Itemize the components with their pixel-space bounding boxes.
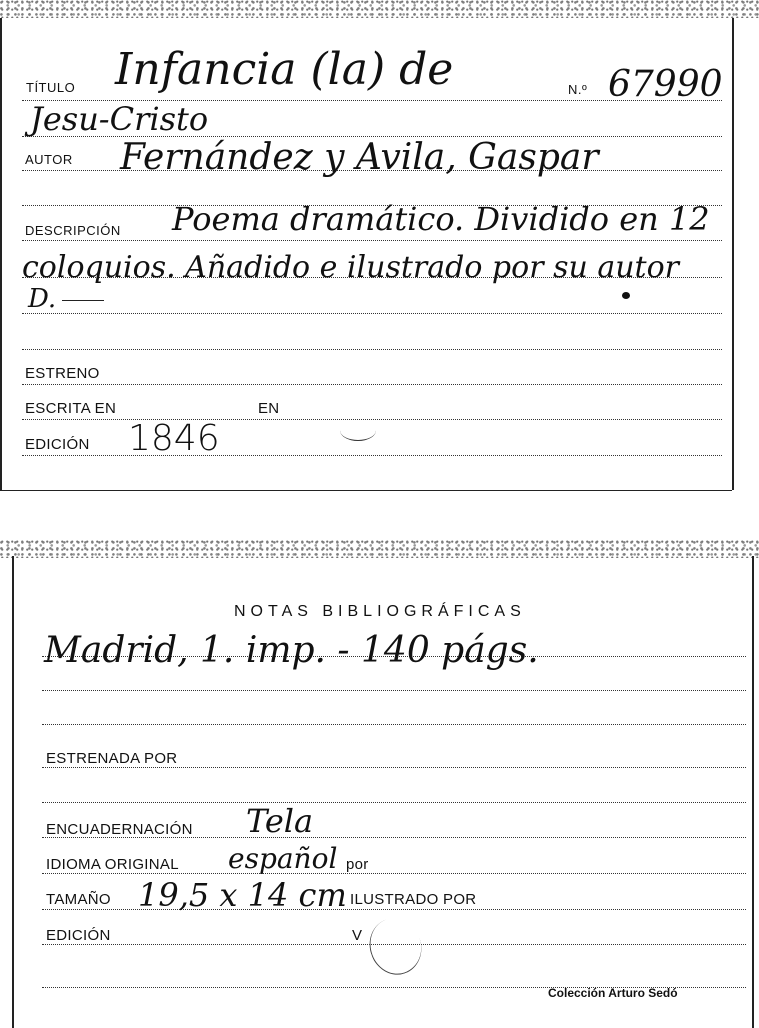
rule-descripcion-4 — [22, 349, 722, 350]
tamano-value: 19,5 x 14 cm — [138, 876, 347, 914]
estrenada-por-label: ESTRENADA POR — [46, 750, 178, 767]
edicion-label: EDICIÓN — [25, 436, 90, 453]
edicion-label: EDICIÓN — [46, 927, 111, 944]
catalog-card-top — [0, 0, 759, 495]
estreno-label: ESTRENO — [25, 365, 100, 382]
descripcion-line3: D. — [28, 284, 57, 314]
tamano-label: TAMAÑO — [46, 891, 111, 908]
edicion-value: 1846 — [128, 418, 220, 459]
collection-footer: Colección Arturo Sedó — [548, 986, 678, 1000]
idioma-value: español — [228, 842, 338, 875]
rule-descripcion — [22, 240, 722, 241]
por-label: por — [346, 856, 369, 873]
notas-heading: NOTAS BIBLIOGRÁFICAS — [234, 603, 526, 620]
rule-edicion — [22, 455, 722, 456]
escrita-en-label: ESCRITA EN — [25, 400, 117, 417]
ink-dot — [622, 292, 630, 299]
card-edge-speckle — [0, 0, 759, 18]
encuadernacion-value: Tela — [246, 802, 314, 840]
card-bottom-edge — [0, 490, 732, 491]
titulo-value-line2: Jesu-Cristo — [30, 100, 209, 138]
ilustrado-por-label: ILUSTRADO POR — [350, 891, 477, 908]
notas-value: Madrid, 1. imp. - 140 págs. — [44, 630, 539, 671]
catalog-card-bottom — [0, 540, 759, 1028]
autor-value: Fernández y Avila, Gaspar — [120, 137, 599, 178]
rule-descripcion-3 — [22, 313, 722, 314]
en-label: EN — [258, 400, 280, 417]
rule-notas-2 — [42, 690, 746, 691]
numero-value: 67990 — [608, 64, 723, 105]
descripcion-line1: Poema dramático. Dividido en 12 — [172, 200, 710, 238]
descripcion-line2: coloquios. Añadido e ilustrado por su autor — [22, 250, 679, 285]
rule-idioma — [42, 873, 746, 874]
descripcion-underscore — [62, 300, 104, 301]
punch-hole-mark — [340, 420, 376, 441]
titulo-value-line1: Infancia (la) de — [115, 44, 454, 95]
va-label: V — [352, 927, 363, 944]
idioma-original-label: IDIOMA ORIGINAL — [46, 856, 179, 873]
descripcion-label: DESCRIPCIÓN — [25, 223, 121, 238]
rule-estrenada-2 — [42, 802, 746, 803]
rule-notas-3 — [42, 724, 746, 725]
titulo-label: TÍTULO — [26, 80, 76, 95]
encuadernacion-label: ENCUADERNACIÓN — [46, 821, 193, 838]
numero-label: N.º — [568, 82, 588, 97]
rule-estrenada — [42, 767, 746, 768]
autor-label: AUTOR — [25, 152, 73, 167]
rule-estreno — [22, 384, 722, 385]
